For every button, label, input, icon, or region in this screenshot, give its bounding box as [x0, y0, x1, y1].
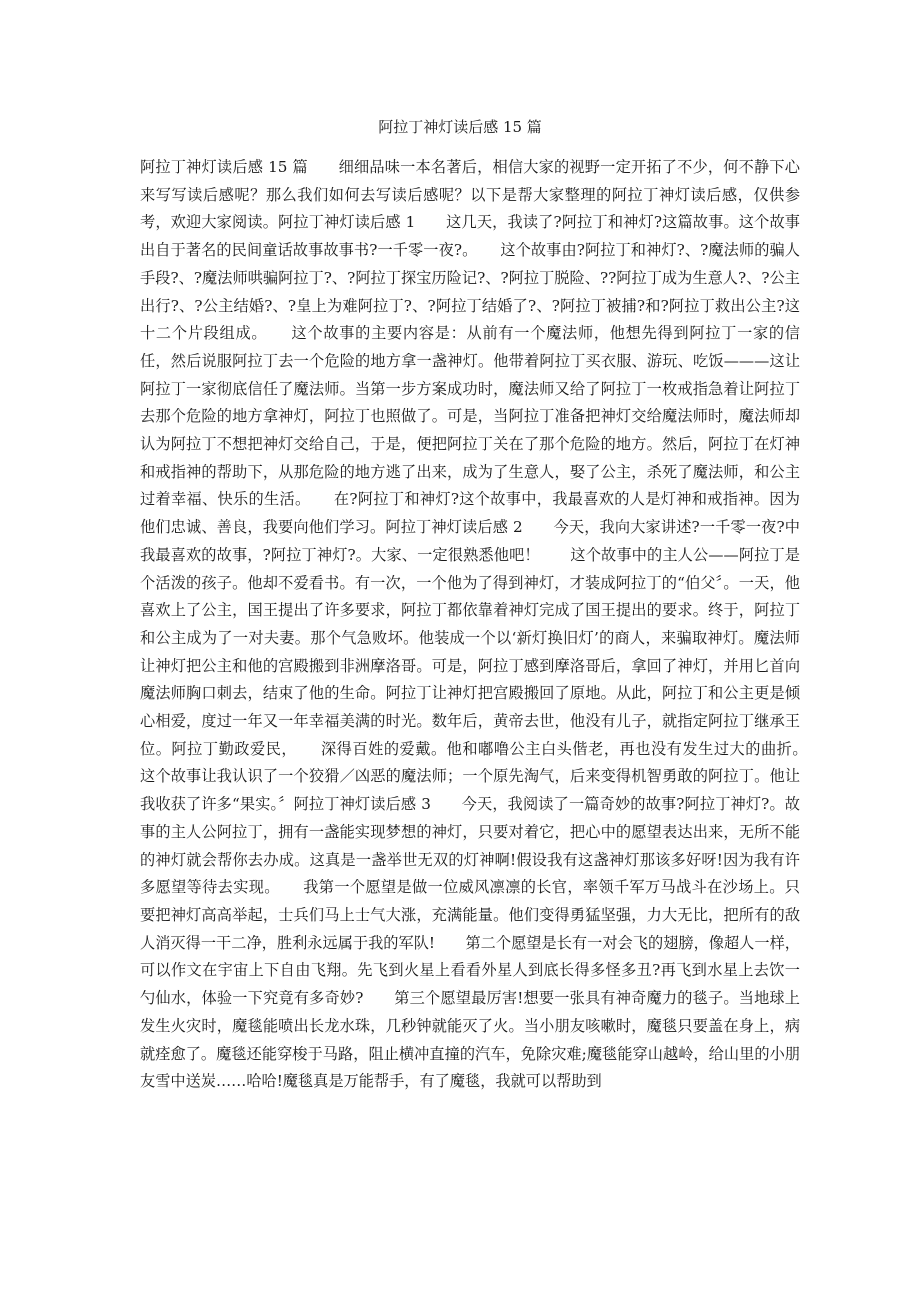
document-title: 阿拉丁神灯读后感 15 篇 [378, 118, 542, 136]
document-body-text: 阿拉丁神灯读后感 15 篇 细细品味一本名著后，相信大家的视野一定开拓了不少，何不静下心来写写读后感呢？那么我们如何去写读后感呢？以下是帮大家整理的阿拉丁神灯读后感，仅供参考，欢迎大家阅读。阿拉丁神灯读后感 1 这几天，我读了?阿拉丁和神灯?这篇故事。这个故事出自于著名的民间童话故事故事书?一千零一夜?。 这个故事由?阿拉丁和神灯?、?魔法师的骗人手段?、?魔法师哄骗阿拉丁?、?阿拉丁探宝历险记?、?阿拉丁脱险、??阿拉丁成为生意人?、?公主出行?、?公主结婚?、?皇上为难阿拉丁?、?阿拉丁结婚了?、?阿拉丁被捕?和?阿拉丁救出公主?这十二个片段组成。 这个故事的主要内容是：从前有一个魔法师，他想先得到阿拉丁一家的信任，然后说服阿拉丁去一个危险的地方拿一盏神灯。他带着阿拉丁买衣服、游玩、吃饭———这让阿拉丁一家彻底信任了魔法师。当第一步方案成功时，魔法师又给了阿拉丁一枚戒指急着让阿拉丁去那个危险的地方拿神灯，阿拉丁也照做了。可是，当阿拉丁准备把神灯交给魔法师时，魔法师却认为阿拉丁不想把神灯交给自己，于是，便把阿拉丁关在了那个危险的地方。然后，阿拉丁在灯神和戒指神的帮助下，从那危险的地方逃了出来，成为了生意人，娶了公主，杀死了魔法师，和公主过着幸福、快乐的生活。 在?阿拉丁和神灯?这个故事中，我最喜欢的人是灯神和戒指神。因为他们忠诚、善良，我要向他们学习。阿拉丁神灯读后感 2 今天，我向大家讲述?一千零一夜?中我最喜欢的故事，?阿拉丁神灯?。大家、一定很熟悉他吧！ 这个故事中的主人公——阿拉丁是个活泼的孩子。他却不爱看书。有一次，一个他为了得到神灯，才装成阿拉丁的“伯父〞。一天，他喜欢上了公主，国王提出了许多要求，阿拉丁都依靠着神灯完成了国王提出的要求。终于，阿拉丁和公主成为了一对夫妻。那个气急败坏。他装成一个以‘新灯换旧灯’的商人，来骗取神灯。魔法师让神灯把公主和他的宫殿搬到非洲摩洛哥。可是，阿拉丁感到摩洛哥后，拿回了神灯，并用匕首向魔法师胸口刺去，结束了他的生命。阿拉丁让神灯把宫殿搬回了原地。从此，阿拉丁和公主更是倾心相爱，度过一年又一年幸福美满的时光。数年后，黄帝去世，他没有儿子，就指定阿拉丁继承王位。阿拉丁勤政爱民， 深得百姓的爱戴。他和嘟噜公主白头偕老，再也没有发生过大的曲折。 这个故事让我认识了一个狡猾／凶恶的魔法师；一个原先淘气，后来变得机智勇敢的阿拉丁。他让我收获了许多“果实。〞阿拉丁神灯读后感 3 今天，我阅读了一篇奇妙的故事?阿拉丁神灯?。故事的主人公阿拉丁，拥有一盏能实现梦想的神灯，只要对着它，把心中的愿望表达出来，无所不能的神灯就会帮你去办成。这真是一盏举世无双的灯神啊!假设我有这盏神灯那该多好呀!因为我有许多愿望等待去实现。 我第一个愿望是做一位威风凛凛的长官，率领千军万马战斗在沙场上。只要把神灯高高举起，士兵们马上士气大涨，充满能量。他们变得勇猛坚强，力大无比，把所有的敌人消灭得一干二净，胜利永远属于我的军队! 第二个愿望是长有一对会飞的翅膀，像超人一样，可以作文在宇宙上下自由飞翔。先飞到火星上看看外星人到底长得多怪多丑?再飞到水星上去饮一勺仙水，体验一下究竟有多奇妙? 第三个愿望最厉害!想要一张具有神奇魔力的毯子。当地球上发生火灾时，魔毯能喷出长龙水珠，几秒钟就能灭了火。当小朋友咳嗽时，魔毯只要盖在身上，病就痊愈了。魔毯还能穿梭于马路，阻止横冲直撞的汽车，免除灾难;魔毯能穿山越岭，给山里的小朋友雪中送炭……哈哈!魔毯真是万能帮手，有了魔毯，我就可以帮助到 [140, 158, 831, 1091]
